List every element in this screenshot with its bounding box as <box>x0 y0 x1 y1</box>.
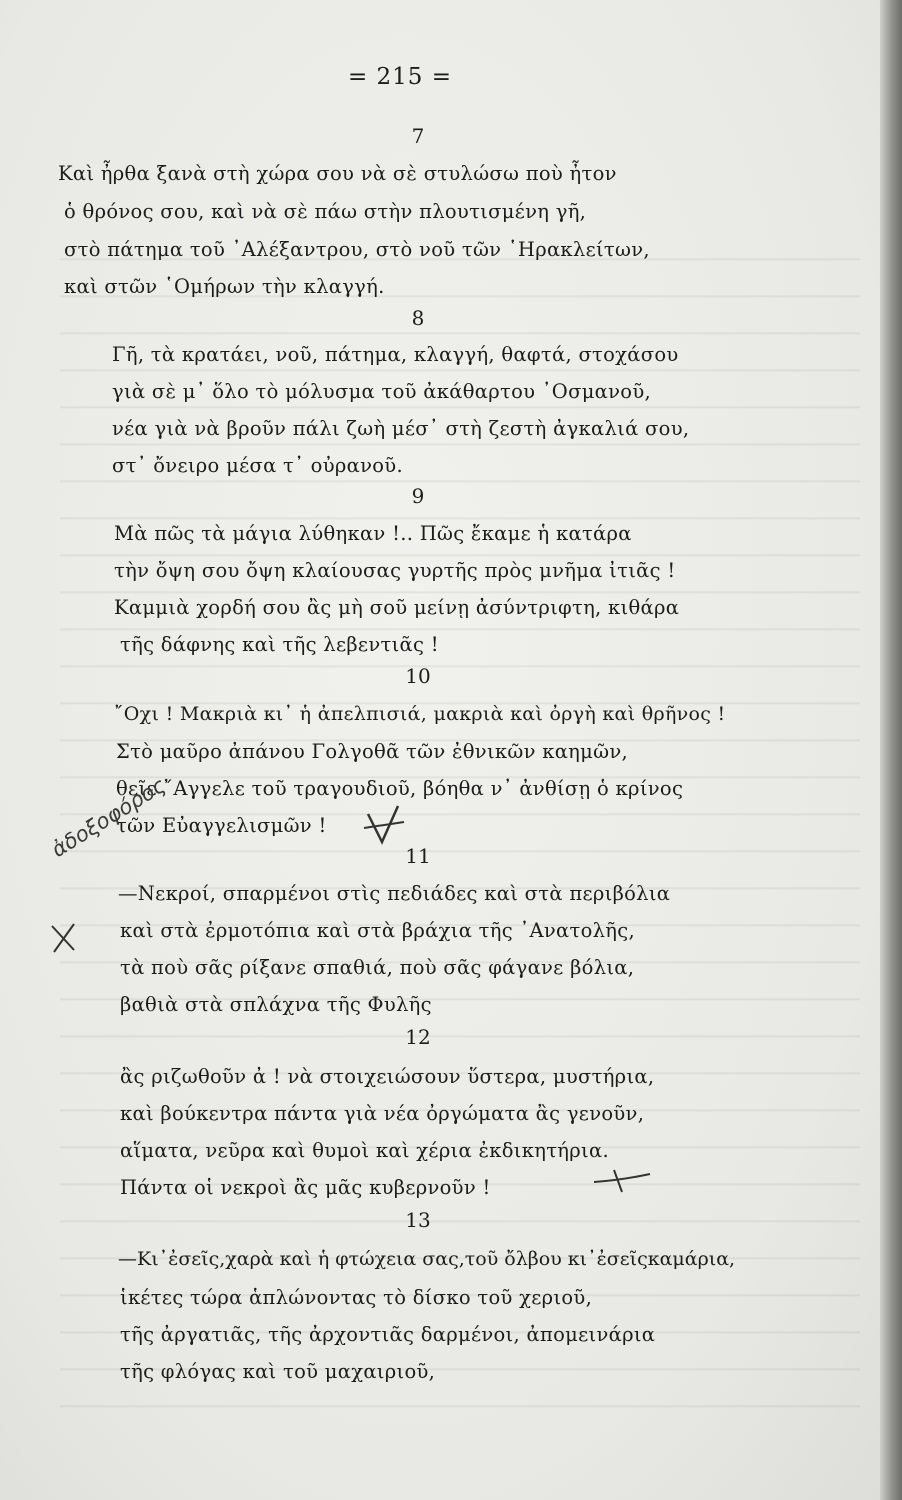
cross-mark-icon <box>592 1166 656 1194</box>
verse-line: τῆς δάφνης καὶ τῆς λεβεντιᾶς ! <box>120 633 439 656</box>
page-edge-shadow <box>880 0 902 1500</box>
verse-line: ἱκέτες τώρα ἁπλώνοντας τὸ δίσκο τοῦ χεριοῦ, <box>120 1286 593 1309</box>
verse-line: Μὰ πῶς τὰ μάγια λύθηκαν !.. Πῶς ἔκαμε ἡ κατάρα <box>114 522 632 545</box>
verse-line: νέα γιὰ νὰ βροῦν πάλι ζωὴ μέσ᾿ στὴ ζεστὴ ἀγκαλιά σου, <box>112 417 690 440</box>
verse-line: στ᾿ ὄνειρο μέσα τ᾿ οὐρανοῦ. <box>112 454 403 477</box>
verse-line: ῎Οχι ! Μακριὰ κι᾿ ἡ ἀπελπισιά, μακριὰ καὶ ὀργὴ καὶ θρῆνος ! <box>114 703 726 725</box>
verse-line: τὰ ποὺ σᾶς ρίξανε σπαθιά, ποὺ σᾶς φάγανε βόλια, <box>120 956 635 979</box>
verse-line: στὸ πάτημα τοῦ ᾿Αλέξαντρου, στὸ νοῦ τῶν ῾Ηρακλείτων, <box>64 238 650 261</box>
verse-line: αἵματα, νεῦρα καὶ θυμοὶ καὶ χέρια ἐκδικητήρια. <box>120 1139 609 1162</box>
verse-line: τὴν ὄψη σου ὄψη κλαίουσας γυρτῆς πρὸς μνῆμα ἰτιᾶς ! <box>114 559 676 582</box>
verse-line: βαθιὰ στὰ σπλάχνα τῆς Φυλῆς <box>120 993 432 1016</box>
stanza-number: 9 <box>411 484 425 508</box>
verse-line: θεῖε ῎Αγγελε τοῦ τραγουδιοῦ, βόηθα ν᾿ ἀνθίσῃ ὁ κρίνος <box>116 777 684 800</box>
stanza-number: 13 <box>405 1208 431 1232</box>
verse-line: —Νεκροί, σπαρμένοι στὶς πεδιάδες καὶ στὰ περιβόλια <box>118 882 671 905</box>
handwritten-annotation: ἀδοξοφόρος <box>47 773 170 862</box>
verse-line: —Κι᾿ἐσεῖς,χαρὰ καὶ ἡ φτώχεια σας,τοῦ ὄλβου κι᾿ἐσεῖςκαμάρια, <box>118 1248 736 1270</box>
stanza-number: 7 <box>411 124 425 148</box>
verse-line: Γῆ, τὰ κρατάει, νοῦ, πάτημα, κλαγγή, θαφτά, στοχάσου <box>112 343 679 366</box>
verse-line: ὁ θρόνος σου, καὶ νὰ σὲ πάω στὴν πλουτισμένη γῆ, <box>64 200 587 223</box>
verse-line: ἂς ριζωθοῦν ἀ ! νὰ στοιχειώσουν ὕστερα, μυστήρια, <box>120 1065 655 1088</box>
stanza-number: 12 <box>405 1025 431 1049</box>
verse-line: Στὸ μαῦρο ἀπάνου Γολγοθᾶ τῶν ἐθνικῶν καημῶν, <box>116 740 628 763</box>
stanza-number: 11 <box>405 844 431 868</box>
x-mark-icon <box>44 918 84 958</box>
verse-line: Πάντα οἱ νεκροὶ ἂς μᾶς κυβερνοῦν ! <box>120 1176 491 1199</box>
verse-line: Καὶ ἦρθα ξανὰ στὴ χώρα σου νὰ σὲ στυλώσω ποὺ ἦτον <box>58 162 617 185</box>
verse-line: τῶν Εὐαγγελισμῶν ! <box>116 814 327 837</box>
stanza-number: 10 <box>405 664 431 688</box>
page-number: = 215 = <box>347 64 453 90</box>
verse-line: γιὰ σὲ μ᾿ ὅλο τὸ μόλυσμα τοῦ ἀκάθαρτου ᾿Οσμανοῦ, <box>112 380 651 403</box>
verse-line: καὶ στὰ ἐρμοτόπια καὶ στὰ βράχια τῆς ᾿Ανατολῆς, <box>120 919 635 942</box>
stanza-number: 8 <box>411 306 425 330</box>
verse-line: τῆς ἀργατιᾶς, τῆς ἀρχοντιᾶς δαρμένοι, ἀπομεινάρια <box>120 1323 656 1346</box>
verse-line: καὶ στῶν ῾Ομήρων τὴν κλαγγή. <box>64 275 385 298</box>
check-mark-icon <box>360 800 410 850</box>
verse-line: Καμμιὰ χορδή σου ἂς μὴ σοῦ μείνῃ ἀσύντριφτη, κιθάρα <box>114 596 680 619</box>
verse-line: καὶ βούκεντρα πάντα γιὰ νέα ὀργώματα ἂς γενοῦν, <box>120 1102 645 1125</box>
verse-line: τῆς φλόγας καὶ τοῦ μαχαιριοῦ, <box>120 1360 436 1383</box>
